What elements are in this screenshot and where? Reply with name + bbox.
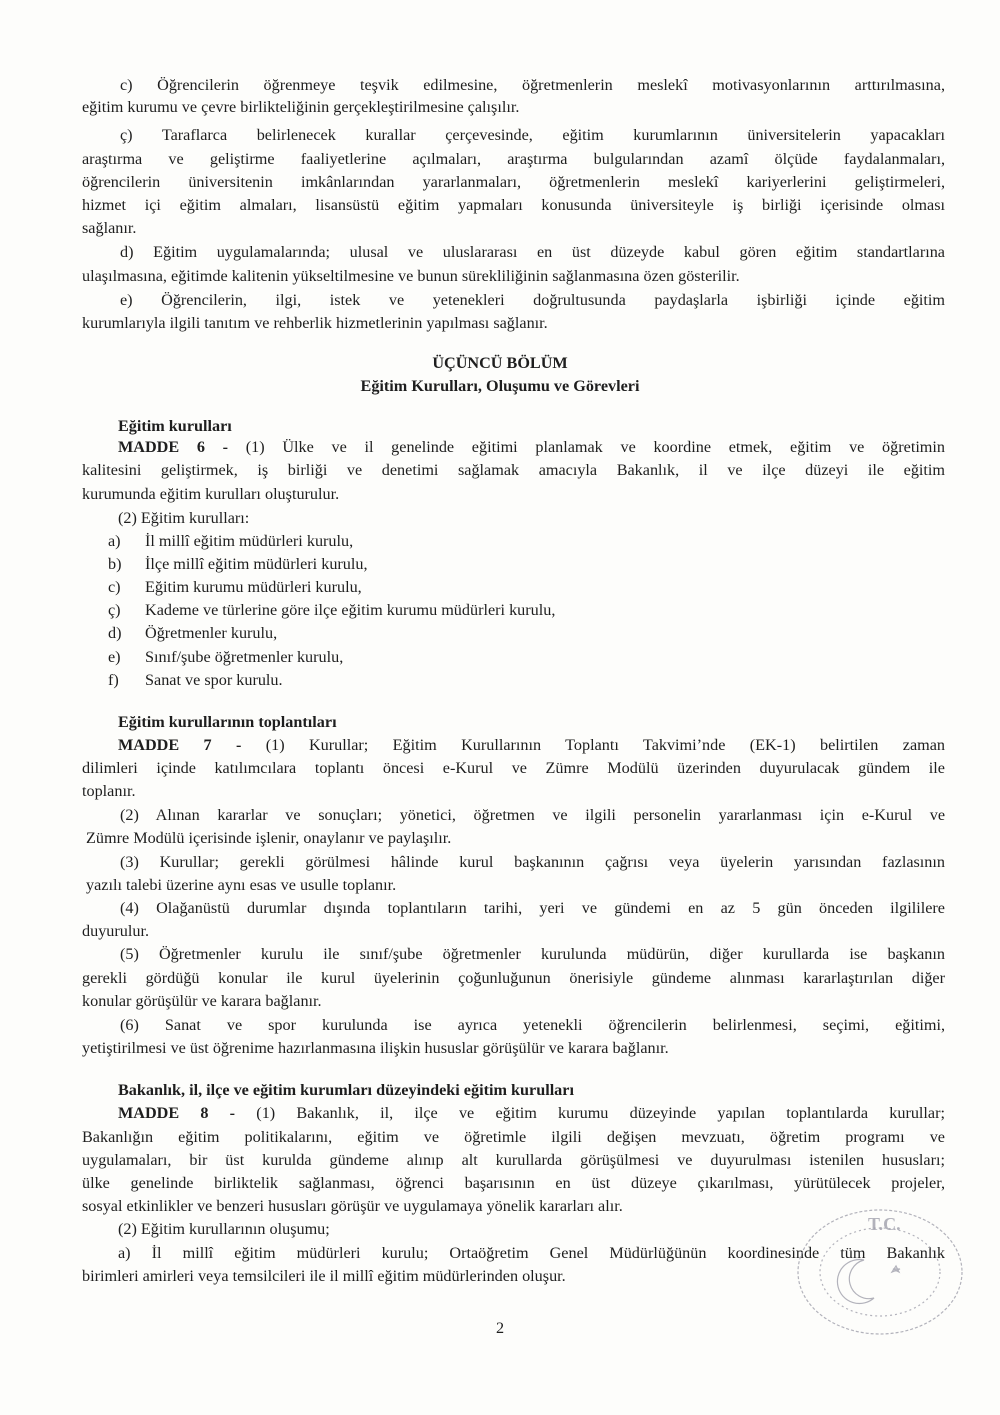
official-seal: [772, 1200, 972, 1340]
para-e-line-1: e) Öğrencilerin, ilgi, istek ve yetenekleri doğrultusunda paydaşlarla işbirliği içinde eğitim: [120, 291, 945, 309]
article-6-heading: Eğitim kurulları: [118, 417, 232, 435]
list-item-letter: e): [108, 648, 121, 666]
article-6-para-2: (2) Eğitim kurulları:: [118, 509, 250, 527]
list-item: Öğretmenler kurulu,: [145, 624, 278, 642]
article-7-line-1: [118, 735, 945, 755]
article-8-line-4: ülke genelinde birliktelik sağlanması, öğrenci başarısının en üst düzeye çıkarılması, yürütülecek projeler,: [82, 1174, 945, 1192]
article-8-line-5: sosyal etkinlikler ve benzeri hususları görüşür ve uygulamaya yönelik kararları alır.: [82, 1197, 623, 1215]
list-item: İl millî eğitim müdürleri kurulu,: [145, 532, 354, 550]
article-6-line-1: [118, 437, 945, 457]
article-7-label: MADDE 7 -: [118, 736, 242, 754]
para-cc-line-1: ç) Taraflarca belirlenecek kurallar çerçevesinde, eğitim kurumlarının üniversitelerin yapacakları: [120, 126, 945, 144]
article-8-text-1: (1) Bakanlık, il, ilçe ve eğitim kurumu düzeyinde yapılan toplantılarda kurullar;: [235, 1104, 945, 1122]
article-7-heading: Eğitim kurullarının toplantıları: [118, 713, 337, 731]
article-7-line-13: (6) Sanat ve spor kurulunda ise ayrıca yetenekli öğrencilerin belirlenmesi, seçimi, eğitimi,: [120, 1016, 945, 1034]
para-d-line-1: d) Eğitim uygulamalarında; ulusal ve uluslararası en üst düzeyde kabul gören eğitim standartlarına: [120, 243, 945, 261]
section-subtitle: Eğitim Kurulları, Oluşumu ve Görevleri: [360, 377, 640, 395]
list-item-letter: f): [108, 671, 119, 689]
article-7-line-14: yetiştirilmesi ve üst öğrenime hazırlanmasına ilişkin hususlar görüşülür ve karara bağlanır.: [82, 1039, 669, 1057]
section-title: ÜÇÜNCÜ BÖLÜM: [432, 354, 568, 372]
article-7-line-3: toplanır.: [82, 782, 136, 800]
article-8-label: MADDE 8 -: [118, 1104, 236, 1122]
article-6-line-2: kalitesini geliştirmek, iş birliği ve denetimi sağlamak amacıyla Bakanlık, il ve ilçe düzeyi ile eğitim: [82, 461, 945, 479]
page-number: 2: [495, 1319, 505, 1337]
article-7-line-6: (3) Kurullar; gerekli görülmesi hâlinde kurul başkanının çağrısı veya üyelerin yarısından fazlasının: [120, 853, 945, 871]
article-7-line-12: konular görüşülür ve karara bağlanır.: [82, 992, 322, 1010]
list-item-letter: a): [108, 532, 121, 550]
article-7-line-2: dilimleri içinde katılımcılara toplantı öncesi e-Kurul ve Zümre Modülü üzerinden duyurulacak gündem ile: [82, 759, 945, 777]
list-item-letter: b): [108, 555, 122, 573]
para-c-line-1: c) Öğrencilerin öğrenmeye teşvik edilmesine, öğretmenlerin meslekî motivasyonlarının arttırılmasına,: [120, 76, 945, 94]
list-item: Kademe ve türlerine göre ilçe eğitim kurumu müdürleri kurulu,: [145, 601, 556, 619]
article-8-line-3: uygulamaları, bir üst kurulda gündeme alınıp alt kurullarda görüşülmesi ve duyurulması istenilen hususları;: [82, 1151, 945, 1169]
article-8-line-6: (2) Eğitim kurullarının oluşumu;: [118, 1220, 330, 1238]
list-item-letter: ç): [108, 601, 121, 619]
para-c-line-2: eğitim kurumu ve çevre birlikteliğinin gerçekleştirilmesine çalışılır.: [82, 98, 520, 116]
article-8-line-2: Bakanlığın eğitim politikalarını, eğitim ve öğretimle ilgili değişen mevzuatı, öğretim programı ve: [82, 1128, 945, 1146]
article-7-line-4: (2) Alınan kararlar ve sonuçları; yönetici, öğretmen ve ilgili personelin yararlanması için e-Kurul ve: [120, 806, 945, 824]
para-e-line-2: kurumlarıyla ilgili tanıtım ve rehberlik hizmetlerinin yapılması sağlanır.: [82, 314, 548, 332]
list-item: Eğitim kurumu müdürleri kurulu,: [145, 578, 362, 596]
list-item: Sınıf/şube öğretmenler kurulu,: [145, 648, 344, 666]
para-cc-line-5: sağlanır.: [82, 219, 137, 237]
article-7-line-8: (4) Olağanüstü durumlar dışında toplantıların tarihi, yeri ve gündemi en az 5 gün önceden ilgililere: [120, 899, 945, 917]
list-item-letter: c): [108, 578, 121, 596]
para-cc-line-3: öğrencilerin üniversitenin imkânlarından yararlanmaları, öğretmenlerin meslekî kariyerlerini geliştirmeleri,: [82, 173, 945, 191]
seal-text: T.C.: [868, 1214, 901, 1234]
article-6-text-1: (1) Ülke ve il genelinde eğitimi planlamak ve koordine etmek, eğitim ve öğretimin: [228, 438, 945, 456]
article-7-text-1: (1) Kurullar; Eğitim Kurullarının Toplantı Takvimi’nde (EK-1) belirtilen zaman: [241, 736, 946, 754]
article-7-line-9: duyurulur.: [82, 922, 149, 940]
article-7-line-10: (5) Öğretmenler kurulu ile sınıf/şube öğretmenler kurulunda müdürün, diğer kurullarda ise başkanın: [120, 945, 945, 963]
para-d-line-2: ulaşılmasına, eğitimde kalitenin yükseltilmesine ve bunun sürekliliğinin sağlanmasına özen gösterilir.: [82, 267, 740, 285]
list-item-letter: d): [108, 624, 122, 642]
list-item: İlçe millî eğitim müdürleri kurulu,: [145, 555, 368, 573]
article-7-line-11: gerekli gördüğü konular ile kurul üyelerinin çoğunluğunun önerisiyle gündeme alınması kararlaştırılan diğer: [82, 969, 945, 987]
article-6-label: MADDE 6 -: [118, 438, 229, 456]
article-8-line-8: birimleri amirleri veya temsilcileri ile il millî eğitim müdürlerinden oluşur.: [82, 1267, 566, 1285]
article-8-line-1: [118, 1103, 945, 1123]
article-8-heading: Bakanlık, il, ilçe ve eğitim kurumları düzeyindeki eğitim kurulları: [118, 1081, 574, 1099]
article-8-line-7: a) İl millî eğitim müdürleri kurulu; Ortaöğretim Genel Müdürlüğünün koordinesinde tüm Bakanlık: [118, 1244, 945, 1262]
article-7-line-5: Zümre Modülü içerisinde işlenir, onaylanır ve paylaşılır.: [86, 829, 452, 847]
article-6-line-3: kurumunda eğitim kurulları oluşturulur.: [82, 485, 340, 503]
article-7-line-7: yazılı talebi üzerine aynı esas ve usulle toplanır.: [86, 876, 397, 894]
list-item: Sanat ve spor kurulu.: [145, 671, 283, 689]
para-cc-line-4: hizmet içi eğitim almaları, lisansüstü eğitim yapmaları konusunda üniversiteyle iş birliği içerisinde olması: [82, 196, 945, 214]
para-cc-line-2: araştırma ve geliştirme faaliyetlerine açılmaları, araştırma bulgularından azamî ölçüde faydalanmaları,: [82, 150, 945, 168]
